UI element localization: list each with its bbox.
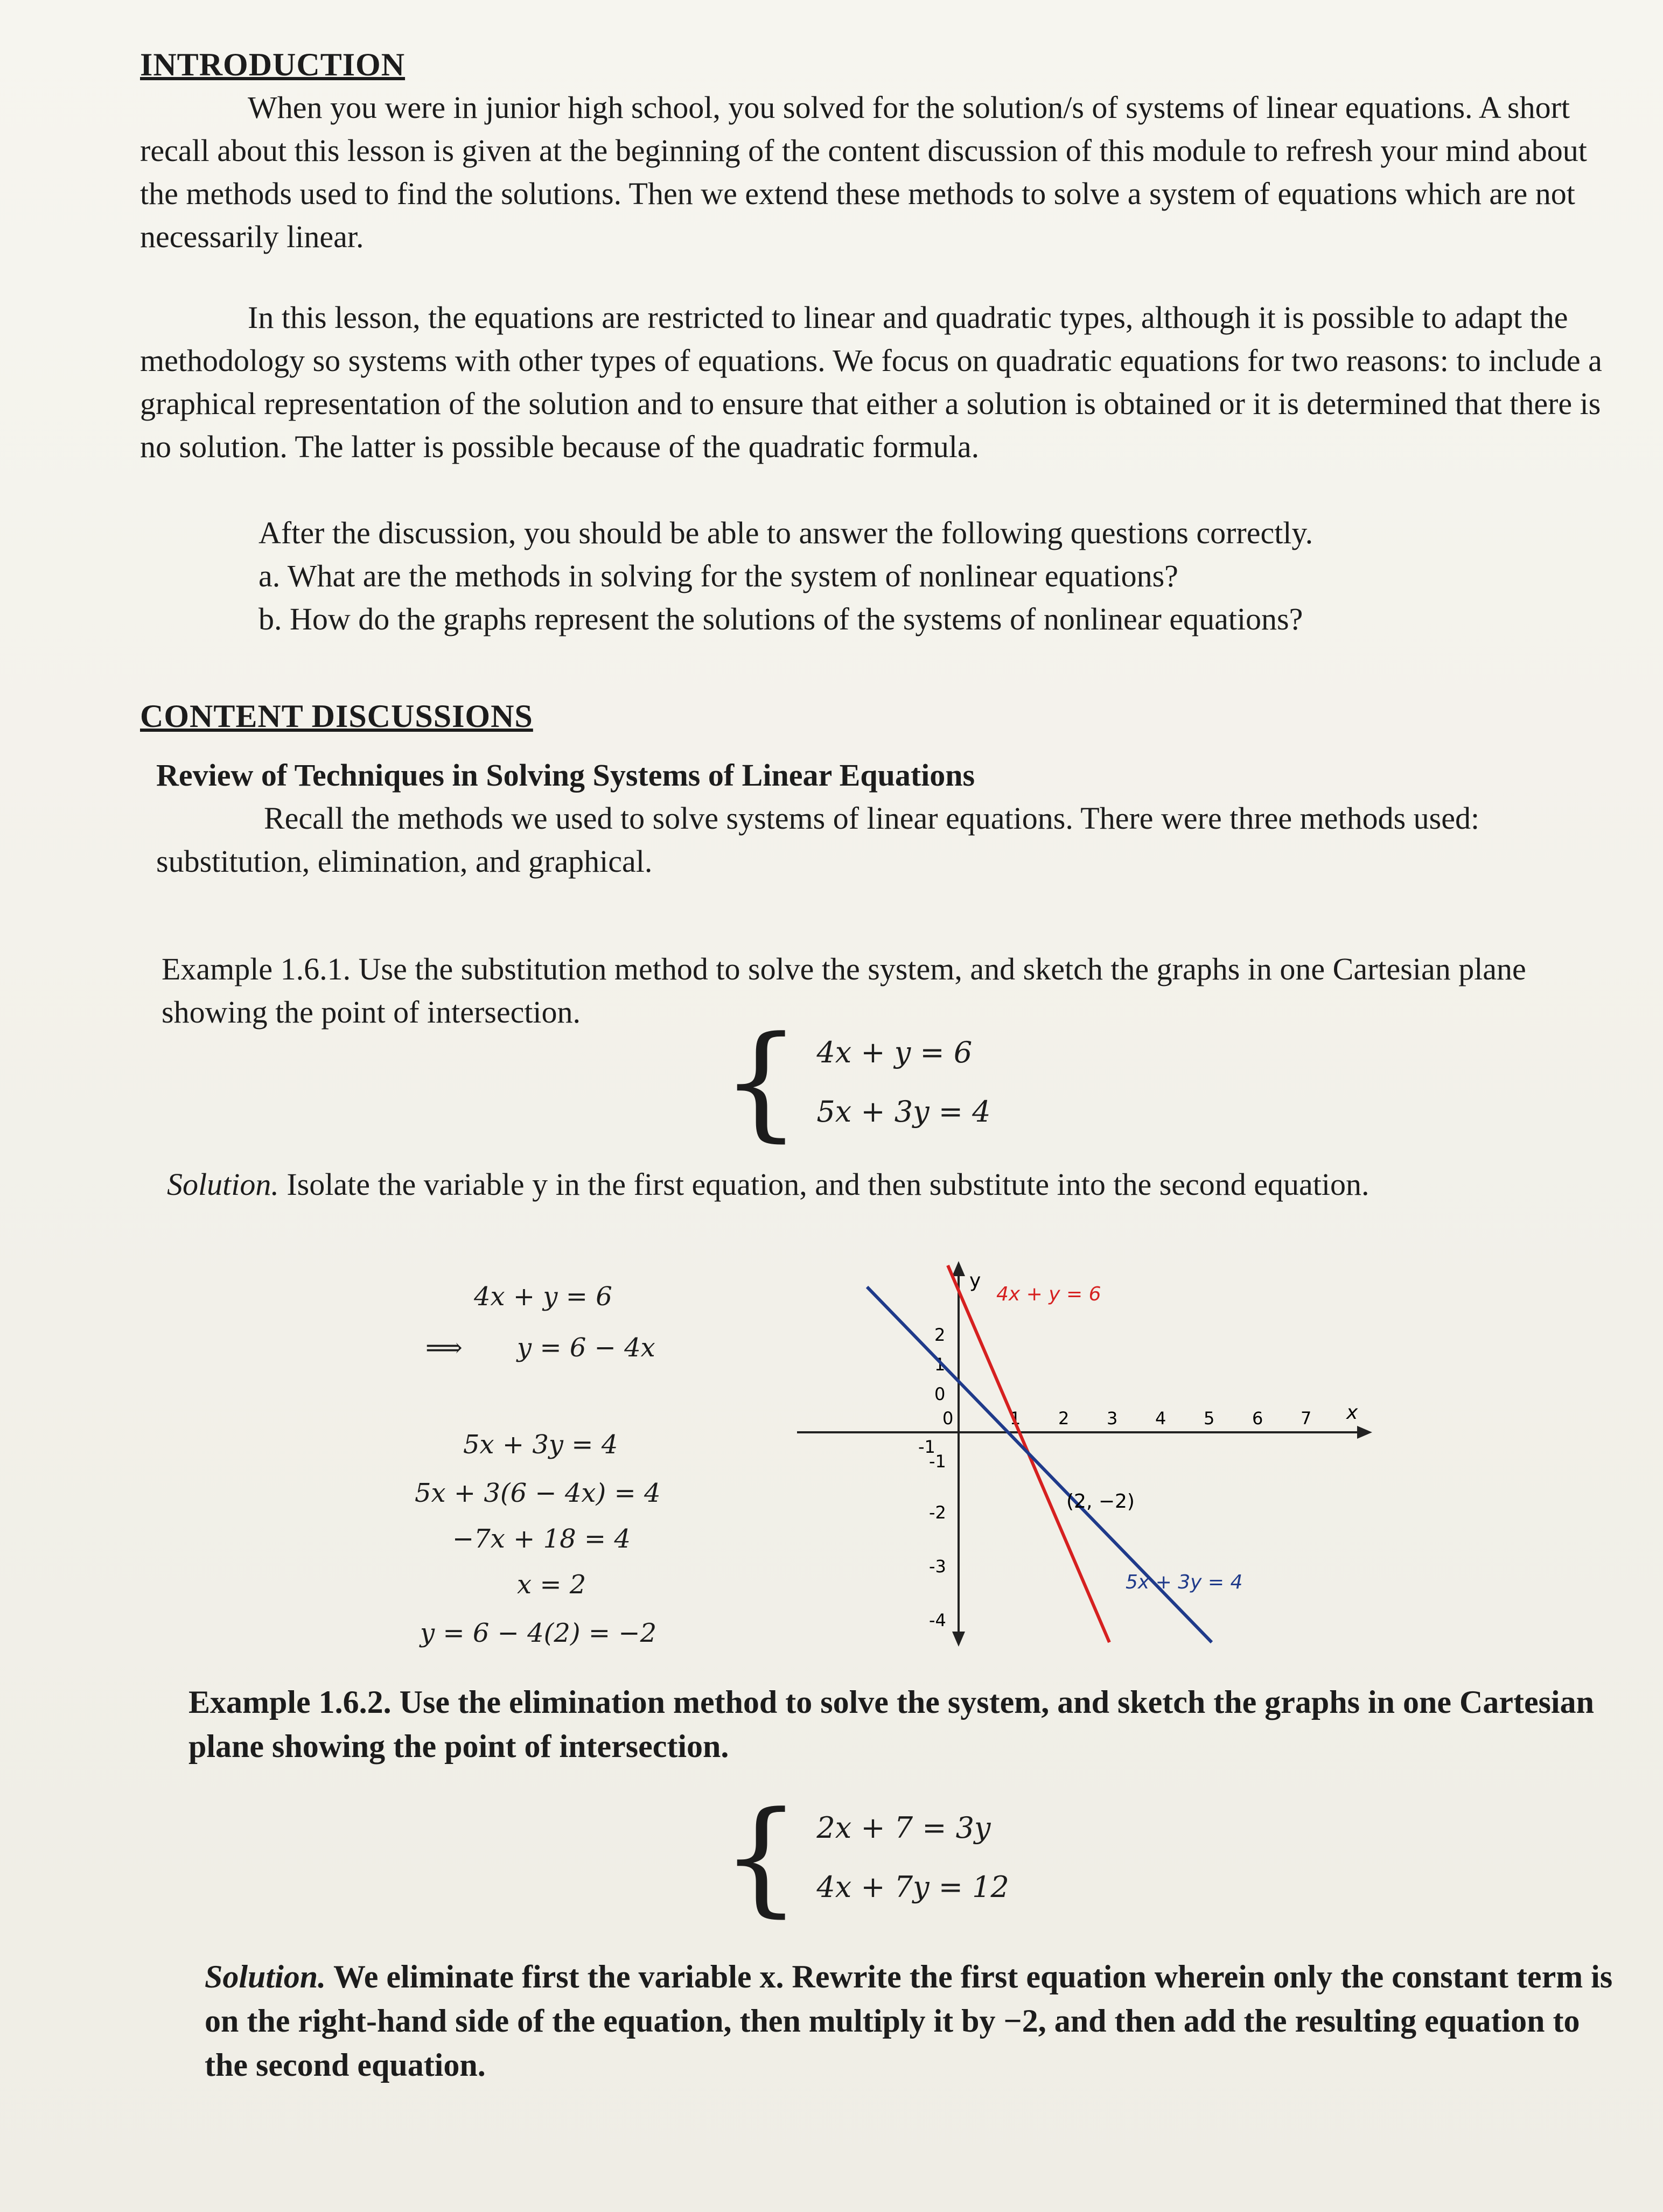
- review-subheading: Review of Techniques in Solving Systems of Linear Equations: [156, 758, 975, 793]
- objective-b: b. How do the graphs represent the solutions of the systems of nonlinear equations?: [258, 601, 1303, 636]
- solution-label: Solution.: [205, 1959, 326, 1994]
- example-1-equation-1: 4x + y = 6: [816, 1035, 973, 1069]
- intro-paragraph-3: After the discussion, you should be able to answer the following questions correctly.: [258, 515, 1313, 550]
- line-2-label: 5x + 3y = 4: [1126, 1571, 1243, 1593]
- x-tick: 2: [1058, 1408, 1070, 1429]
- x-axis-arrow: [1357, 1426, 1372, 1439]
- y-axis-arrow-down: [952, 1632, 965, 1647]
- x-axis-label: x: [1346, 1402, 1358, 1424]
- y-tick: -4: [929, 1610, 946, 1630]
- solution-body: We eliminate first the variable x. Rewrite the first equation wherein only the constant term is on the right-hand side of the equation, then multiply it by −2, and then add the resulting equation to the second equation.: [205, 1959, 1613, 2083]
- example-2-text: Example 1.6.2. Use the elimination method to solve the system, and sketch the graphs in one Cartesian plane showing the point of intersection.: [188, 1684, 1594, 1764]
- objectives-list: [140, 555, 1621, 641]
- y-tick: -3: [929, 1556, 946, 1577]
- objective-a: a. What are the methods in solving for the system of nonlinear equations?: [258, 558, 1178, 593]
- example-2-system: [722, 1786, 1009, 1929]
- example-1-equation-2: 5x + 3y = 4: [816, 1095, 991, 1129]
- intro-paragraph-2: In this lesson, the equations are restricted to linear and quadratic types, although it is possible to adapt the methodology so systems with other types of equations. We focus on quadratic equations for two reasons: to include a graphical representation of the solution and to ensure that either a solution is obtained or it is determined that there is no solution. The latter is possible because of the quadratic formula.: [140, 300, 1602, 464]
- left-brace: {: [722, 1786, 801, 1929]
- x-tick: 0: [942, 1408, 954, 1429]
- example-2-statement: [188, 1680, 1616, 1768]
- example-1-system: [722, 1010, 991, 1154]
- recall-paragraph: Recall the methods we used to solve systems of linear equations. There were three methods used: substitution, elimination, and graphical.: [156, 801, 1480, 879]
- example-1-graph: [797, 1255, 1389, 1653]
- content-section: [140, 695, 1621, 883]
- introduction-heading: INTRODUCTION: [140, 47, 406, 82]
- x-tick: 6: [1252, 1408, 1263, 1429]
- x-tick: 3: [1107, 1408, 1118, 1429]
- step-3: 5x + 3y = 4: [463, 1430, 618, 1460]
- y-tick: -1: [929, 1451, 946, 1472]
- intersection-label: (2, −2): [1066, 1490, 1135, 1513]
- example-1-text: Example 1.6.1. Use the substitution method to solve the system, and sketch the graphs in one Cartesian plane showing the point of intersection.: [162, 951, 1526, 1030]
- example-2-solution-text: [205, 1955, 1616, 2087]
- x-tick: -1: [918, 1437, 935, 1457]
- left-brace: {: [722, 1010, 801, 1154]
- y-tick-labels: [929, 1325, 946, 1630]
- line-1-label: 4x + y = 6: [996, 1283, 1101, 1305]
- introduction-section: [140, 43, 1621, 641]
- step-2: y = 6 − 4x: [517, 1333, 655, 1363]
- x-tick: 1: [1010, 1408, 1021, 1429]
- example-2-equation-2: 4x + 7y = 12: [816, 1870, 1009, 1904]
- example-1-solution-text: [167, 1163, 1621, 1206]
- intro-paragraph-1: When you were in junior high school, you solved for the solution/s of systems of linear equations. A short recall about this lesson is given at the beginning of the content discussion of this module to refresh your mind about the methods used to find the solutions. Then we extend these methods to solve a system of equations which are not necessarily linear.: [140, 90, 1587, 254]
- y-axis-arrow: [952, 1261, 965, 1276]
- x-tick: 5: [1204, 1408, 1215, 1429]
- example-2-equation-1: 2x + 7 = 3y: [816, 1811, 991, 1845]
- example-1-solution: [140, 1163, 1621, 1206]
- x-tick: 7: [1301, 1408, 1312, 1429]
- example-1-statement: [140, 948, 1621, 1034]
- content-heading: CONTENT DISCUSSIONS: [140, 698, 533, 734]
- y-tick: 2: [934, 1325, 946, 1345]
- y-tick: 1: [934, 1354, 946, 1375]
- step-4: 5x + 3(6 − 4x) = 4: [415, 1478, 661, 1508]
- y-axis-label: y: [969, 1270, 981, 1292]
- y-tick: 0: [934, 1384, 946, 1404]
- step-6: x = 2: [517, 1570, 586, 1600]
- x-tick: 4: [1155, 1408, 1166, 1429]
- step-7: y = 6 − 4(2) = −2: [420, 1618, 657, 1648]
- solution-body: Isolate the variable y in the first equation, and then substitute into the second equation.: [278, 1167, 1369, 1202]
- y-tick: -2: [929, 1502, 946, 1523]
- solution-label: Solution.: [167, 1167, 279, 1202]
- example-2-solution: [205, 1955, 1616, 2087]
- step-5: −7x + 18 = 4: [452, 1524, 631, 1554]
- step-1: 4x + y = 6: [474, 1282, 612, 1312]
- implies-arrow: ⟹: [425, 1333, 463, 1363]
